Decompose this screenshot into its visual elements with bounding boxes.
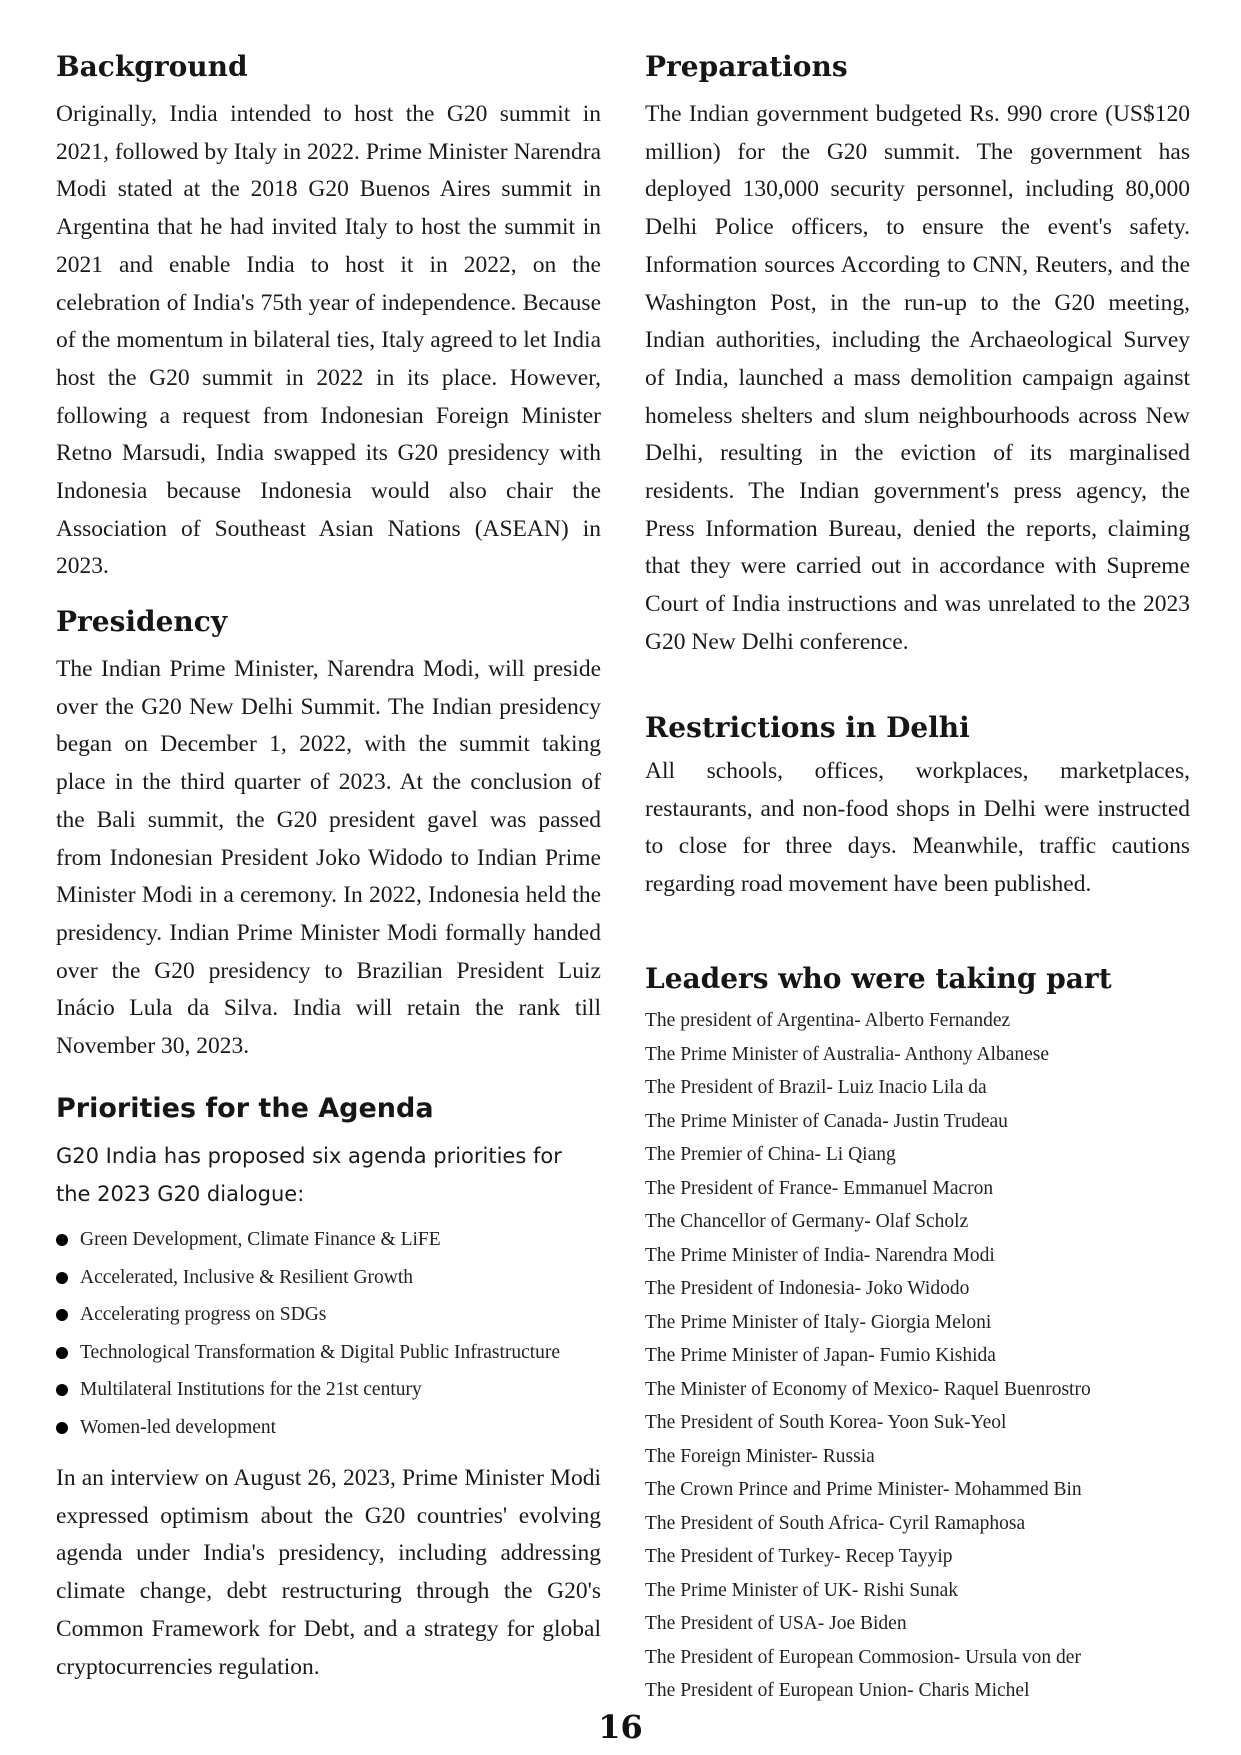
list-item: Multilateral Institutions for the 21st century (56, 1371, 616, 1409)
list-item: The Prime Minister of India- Narendra Modi (645, 1244, 995, 1266)
list-item: The Prime Minister of Italy- Giorgia Meloni (645, 1311, 992, 1333)
list-item: The President of European Union- Charis Michel (645, 1680, 1030, 1701)
presidency-heading: Presidency (56, 605, 228, 638)
list-item: The President of Indonesia- Joko Widodo (645, 1278, 970, 1299)
list-item: The President of Turkey- Recep Tayyip (645, 1546, 953, 1567)
priorities-list (56, 1221, 616, 1447)
list-item: The Premier of China- Li Qiang (645, 1144, 896, 1165)
background-heading: Background (56, 50, 248, 83)
list-item: The Prime Minister of UK- Rishi Sunak (645, 1579, 959, 1601)
list-item: Women-led development (56, 1409, 616, 1447)
list-item: The Prime Minister of Japan- Fumio Kishida (645, 1345, 996, 1366)
list-item: The Prime Minister of Australia- Anthony Albanese (645, 1043, 1050, 1065)
list-item: The President of USA- Joe Biden (645, 1613, 907, 1634)
preparations-heading: Preparations (645, 50, 848, 83)
list-item: Green Development, Climate Finance & LiFE (56, 1221, 616, 1259)
page-number: 16 (598, 1708, 643, 1746)
restrictions-paragraph: All schools, offices, workplaces, marketplaces, restaurants, and non-food shops in Delhi were instructed to close for three days. Meanwhile, traffic cautions regarding road movement have been published. (645, 758, 1190, 898)
list-item: The President of South Korea- Yoon Suk-Yeol (645, 1412, 1007, 1433)
leaders-heading: Leaders who were taking part (645, 962, 1112, 995)
restrictions-heading: Restrictions in Delhi (645, 711, 970, 744)
list-item: The Foreign Minister- Russia (645, 1445, 875, 1467)
list-item: The President of South Africa- Cyril Ramaphosa (645, 1512, 1026, 1534)
list-item: The Prime Minister of Canada- Justin Trudeau (645, 1110, 1008, 1132)
list-item: Accelerated, Inclusive & Resilient Growth (56, 1259, 616, 1297)
leaders-list (645, 1004, 1205, 1708)
list-item: The Minister of Economy of Mexico- Raquel Buenrostro (645, 1378, 1091, 1400)
list-item: The Crown Prince and Prime Minister- Mohammed Bin (645, 1479, 1082, 1500)
preparations-paragraph: The Indian government budgeted Rs. 990 crore (US$120 million) for the G20 summit. The government has deployed 130,000 security personnel, including 80,000 Delhi Police officers, to ensure the event's safety. Information sources According to CNN, Reuters, and the Washington Post, in the run-up to the G20 meeting, Indian authorities, including the Archaeological Survey of India, launched a mass demolition campaign against homeless shelters and slum neighbourhoods across New Delhi, resulting in the eviction of its marginalised residents. The Indian government's press agency, the Press Information Bureau, denied the reports, claiming that they were carried out in accordance with Supreme Court of India instructions and was unrelated to the 2023 G20 New Delhi conference. (645, 101, 1190, 655)
list-item: The president of Argentina- Alberto Fernandez (645, 1010, 1011, 1031)
list-item: Technological Transformation & Digital Public Infrastructure (56, 1334, 616, 1372)
list-item: The President of France- Emmanuel Macron (645, 1177, 994, 1199)
priorities-heading: Priorities for the Agenda (56, 1093, 434, 1124)
list-item: The President of European Commosion- Ursula von der (645, 1646, 1081, 1668)
presidency-paragraph: The Indian Prime Minister, Narendra Modi, will preside over the G20 New Delhi Summit. The Indian presidency began on December 1, 2022, with the summit taking place in the third quarter of 2023. At the conclusion of the Bali summit, the G20 president gavel was passed from Indonesian President Joko Widodo to Indian Prime Minister Modi in a ceremony. In 2022, Indonesia held the presidency. Indian Prime Minister Modi formally handed over the G20 presidency to Brazilian President Luiz Inácio Lula da Silva. India will retain the rank till November 30, 2023. (56, 656, 601, 1060)
list-item: Accelerating progress on SDGs (56, 1296, 616, 1334)
priorities-intro: G20 India has proposed six agenda priorities for the 2023 G20 dialogue: (56, 1144, 562, 1206)
list-item: The Chancellor of Germany- Olaf Scholz (645, 1211, 969, 1232)
list-item: The President of Brazil- Luiz Inacio Lila da (645, 1077, 987, 1098)
agenda-closing-paragraph: In an interview on August 26, 2023, Prime Minister Modi expressed optimism about the G20 countries' evolving agenda under India's presidency, including addressing climate change, debt restructuring through the G20's Common Framework for Debt, and a strategy for global cryptocurrencies regulation. (56, 1465, 601, 1680)
background-paragraph: Originally, India intended to host the G20 summit in 2021, followed by Italy in 2022. Prime Minister Narendra Modi stated at the 2018 G20 Buenos Aires summit in Argentina that he had invited Italy to host the summit in 2021 and enable India to host it in 2022, on the celebration of India's 75th year of independence. Because of the momentum in bilateral ties, Italy agreed to let India host the G20 summit in 2022 in its place. However, following a request from Indonesian Foreign Minister Retno Marsudi, India swapped its G20 presidency with Indonesia because Indonesia would also chair the Association of Southeast Asian Nations (ASEAN) in 2023. (56, 101, 601, 580)
